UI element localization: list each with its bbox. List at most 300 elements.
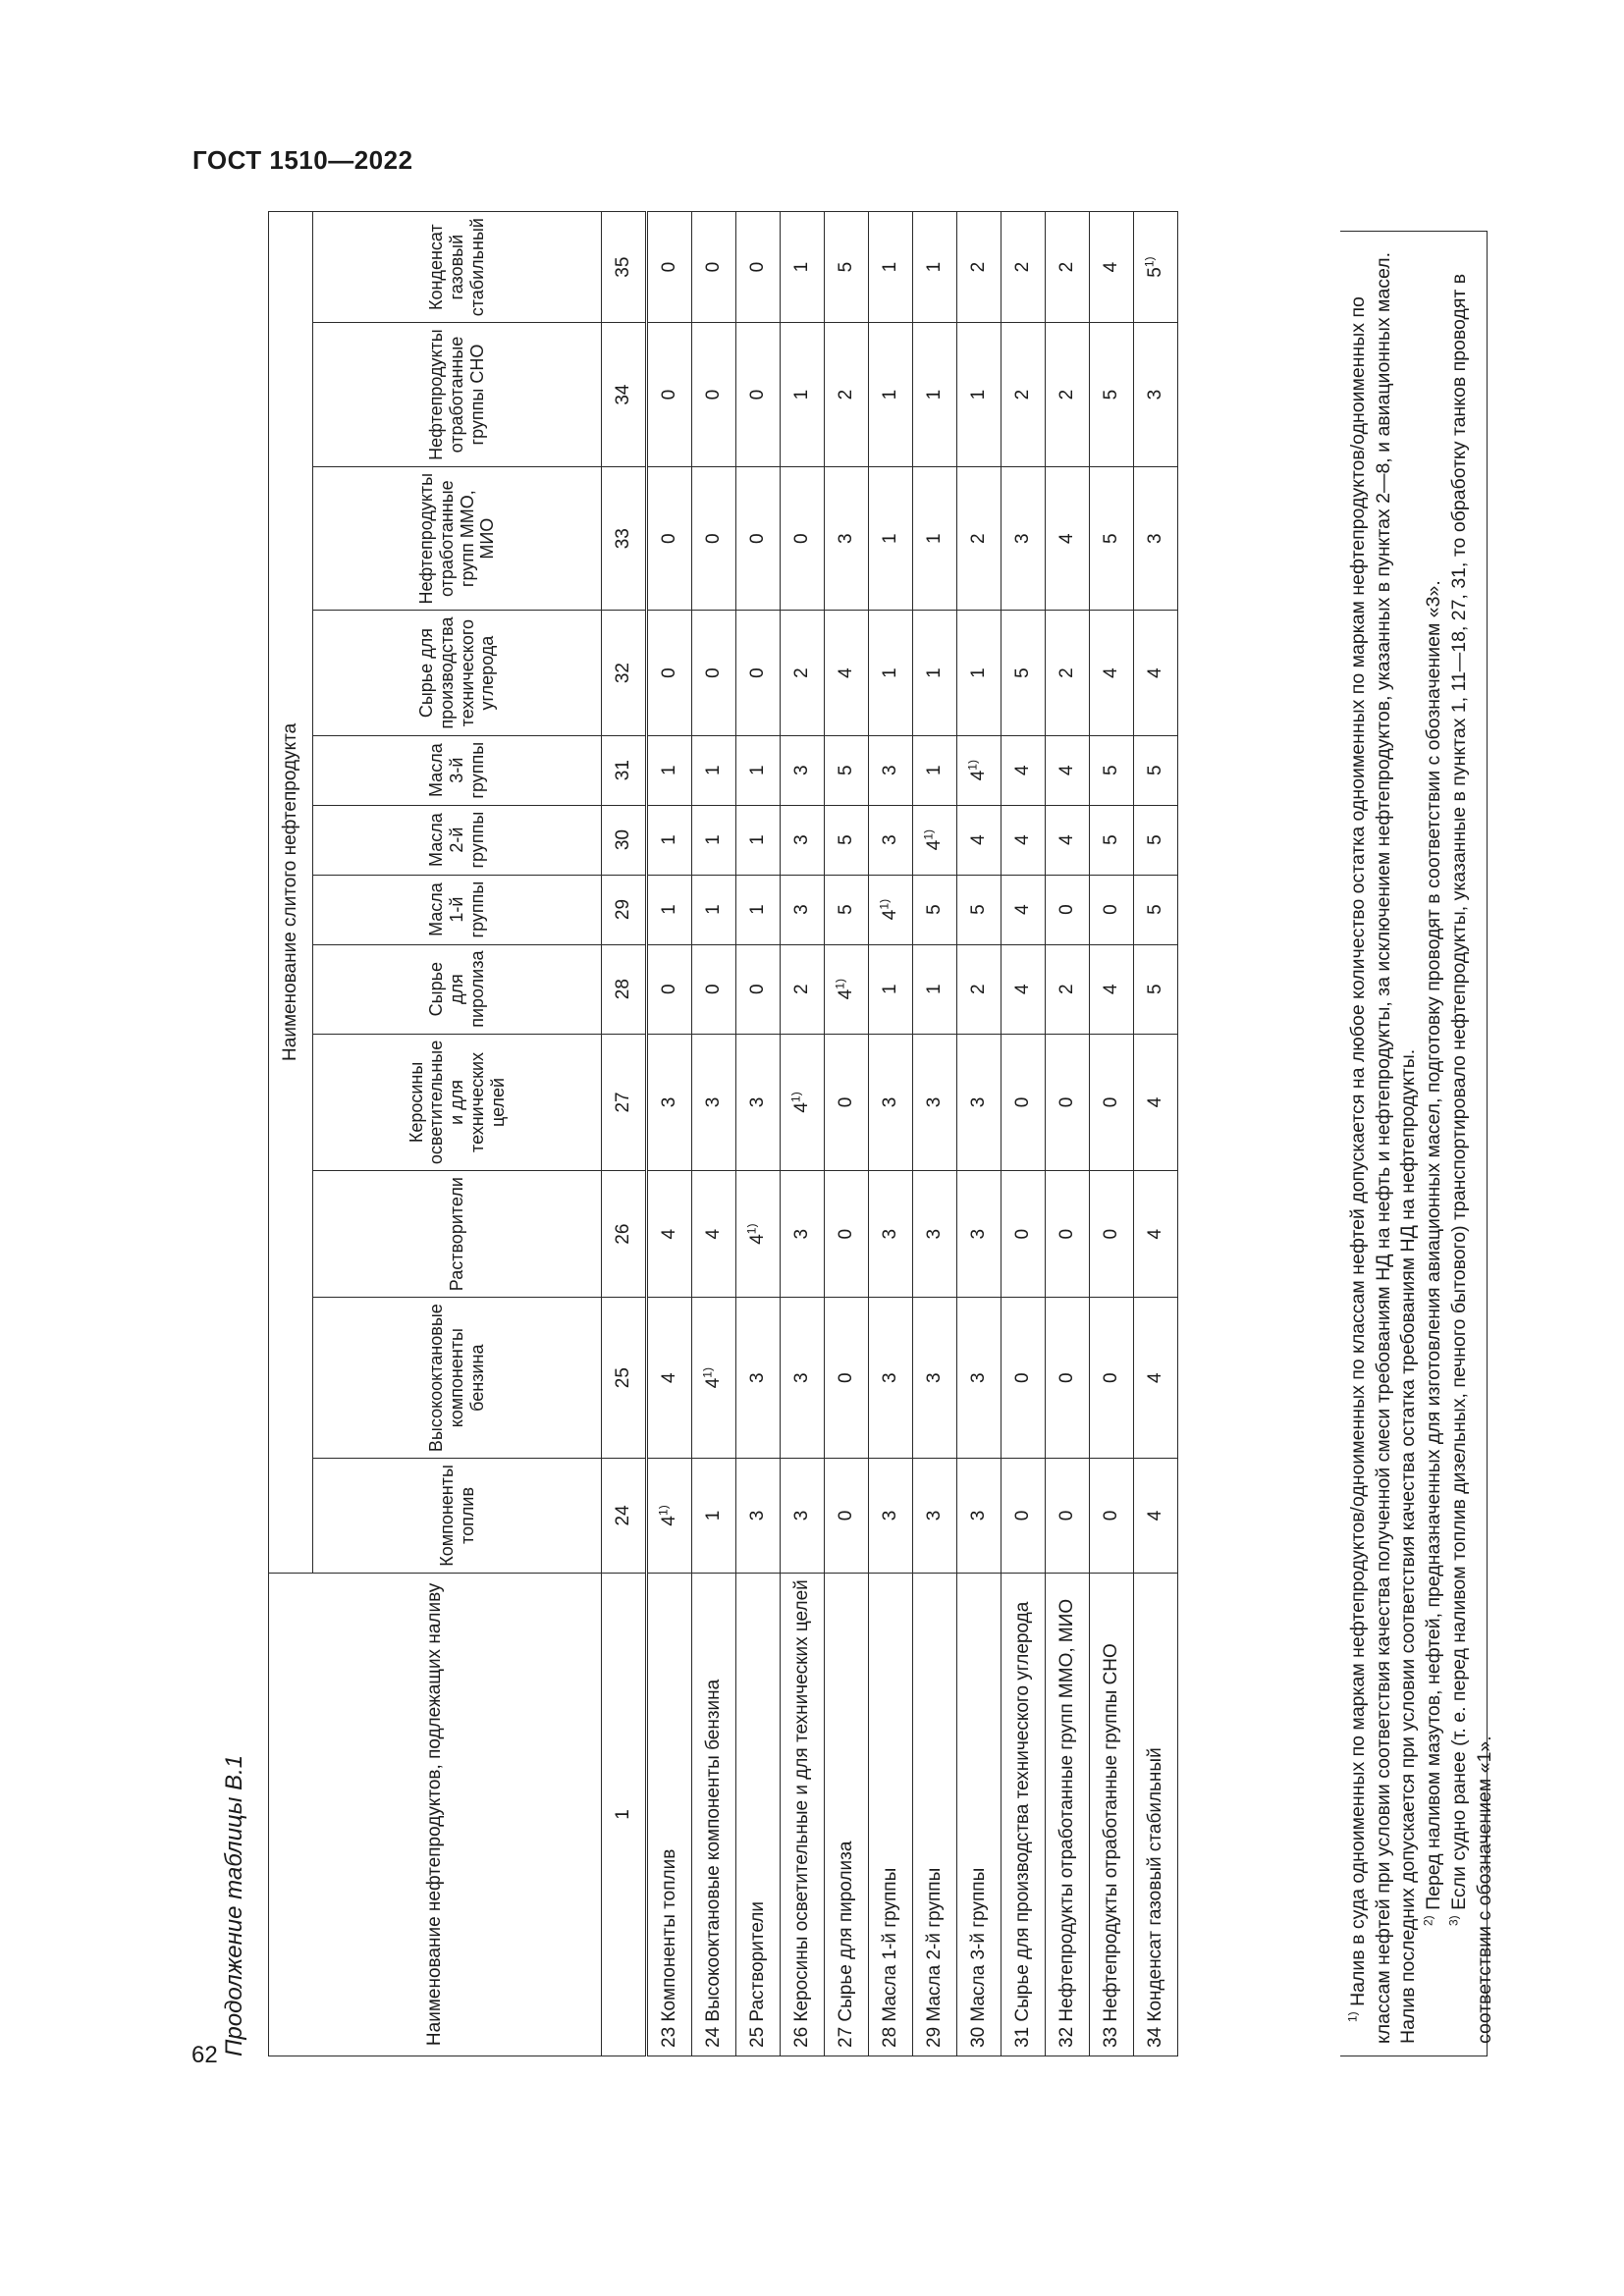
cell-number: 0: [836, 1096, 856, 1108]
cell-value: [825, 466, 869, 611]
cell-value: [825, 1171, 869, 1298]
footnote-ref: 1): [1142, 256, 1157, 268]
column-header: Масла 1-й группы: [313, 875, 602, 944]
cell-value: [1046, 805, 1090, 875]
cell-number: 4: [968, 770, 989, 781]
cell-value: [1134, 323, 1178, 467]
page-number: 62: [191, 2042, 218, 2068]
column-header: Компоненты топлив: [313, 1459, 602, 1574]
cell-value: [1046, 212, 1090, 323]
cell-value: [781, 212, 825, 323]
cell-value: [1134, 466, 1178, 611]
cell-number: 2: [791, 667, 812, 678]
cell-number: 4: [703, 1228, 724, 1240]
row-name: 29 Масла 2-й группы: [913, 1573, 957, 2056]
cell-number: 0: [747, 667, 768, 678]
column-header: Масла 2-й группы: [313, 805, 602, 875]
cell-number: 5: [1145, 984, 1165, 994]
cell-value: [1090, 944, 1134, 1034]
cell-number: 0: [747, 389, 768, 400]
cell-number: 1: [880, 389, 900, 400]
column-number: 27: [602, 1034, 647, 1170]
cell-value: [957, 1034, 1001, 1170]
cell-value: [736, 1459, 781, 1574]
cell-number: 2: [968, 984, 989, 994]
cell-number: 3: [880, 1372, 900, 1383]
cell-value: [957, 875, 1001, 944]
cell-value: [825, 944, 869, 1034]
cell-number: 0: [836, 1510, 856, 1522]
cell-number: 0: [1056, 1510, 1077, 1522]
cell-value: [647, 735, 692, 805]
cell-number: 0: [1056, 904, 1077, 915]
cell-value: [1090, 735, 1134, 805]
table-continued-label: Продолжение таблицы В.1: [221, 1754, 247, 2056]
cell-number: 1: [968, 389, 989, 400]
cell-number: 1: [703, 765, 724, 775]
cell-number: 0: [747, 533, 768, 544]
cell-number: 0: [747, 984, 768, 994]
cell-value: [736, 1034, 781, 1170]
cell-value: [1046, 323, 1090, 467]
cell-value: [825, 323, 869, 467]
cell-number: 4: [1012, 765, 1033, 775]
cell-number: 5: [924, 904, 945, 915]
cell-value: [736, 466, 781, 611]
cell-value: [692, 1171, 736, 1298]
cell-number: 0: [703, 389, 724, 400]
cell-value: [1090, 466, 1134, 611]
table-row: [1134, 212, 1178, 2056]
cell-value: [781, 323, 825, 467]
cell-value: [647, 1459, 692, 1574]
cell-number: 0: [1056, 1372, 1077, 1383]
cell-number: 4: [924, 839, 945, 851]
cell-value: [913, 1459, 957, 1574]
cell-number: 4: [1145, 1228, 1165, 1240]
cell-number: 4: [880, 909, 900, 921]
table-row: [692, 212, 736, 2056]
cell-number: 2: [1012, 389, 1033, 400]
table-row: [1001, 212, 1046, 2056]
cell-number: 4: [1056, 765, 1077, 775]
cell-value: [869, 323, 913, 467]
cell-number: 0: [836, 1228, 856, 1240]
cell-value: [869, 466, 913, 611]
cell-value: [1001, 1298, 1046, 1459]
cell-value: [692, 805, 736, 875]
cell-number: 1: [924, 765, 945, 775]
footnote-2-mark: 2): [1421, 1915, 1435, 1926]
cell-value: [692, 466, 736, 611]
cell-number: 4: [791, 1101, 812, 1113]
cell-value: [825, 875, 869, 944]
cell-number: 5: [1145, 904, 1165, 915]
cell-number: 4: [1012, 834, 1033, 845]
cell-number: 1: [880, 667, 900, 678]
column-header: Сырье для пиролиза: [313, 944, 602, 1034]
footnote-1: [1346, 243, 1422, 2044]
cell-value: [957, 1171, 1001, 1298]
cell-value: [1001, 1034, 1046, 1170]
cell-value: [692, 212, 736, 323]
cell-number: 1: [880, 261, 900, 273]
cell-value: [1046, 611, 1090, 735]
table-row: [957, 212, 1001, 2056]
cell-number: 1: [924, 533, 945, 544]
cell-number: 1: [703, 904, 724, 915]
document-title: ГОСТ 1510—2022: [192, 145, 413, 175]
cell-number: 4: [1012, 984, 1033, 994]
cell-number: 0: [703, 533, 724, 544]
group-header-cell: Наименование слитого нефтепродукта: [269, 212, 313, 1574]
cell-value: [1090, 1171, 1134, 1298]
cell-value: [1046, 735, 1090, 805]
cell-number: 1: [703, 1510, 724, 1522]
table-row: [913, 212, 957, 2056]
cell-value: [781, 1459, 825, 1574]
cell-number: 1: [968, 667, 989, 678]
cell-value: [1090, 611, 1134, 735]
cell-number: 3: [791, 765, 812, 775]
cell-value: [736, 1298, 781, 1459]
cell-number: 5: [1012, 667, 1033, 678]
cell-number: 5: [1101, 765, 1121, 775]
cell-number: 1: [747, 834, 768, 845]
column-number: 32: [602, 611, 647, 735]
column-header: Высокооктановые компоненты бензина: [313, 1298, 602, 1459]
cell-number: 1: [791, 389, 812, 400]
row-name: 34 Конденсат газовый стабильный: [1134, 1573, 1178, 2056]
table-row: [825, 212, 869, 2056]
cell-number: 5: [1101, 533, 1121, 544]
cell-value: [647, 611, 692, 735]
cell-number: 3: [880, 1510, 900, 1522]
cell-number: 4: [659, 1372, 679, 1383]
cell-number: 0: [836, 1372, 856, 1383]
cell-value: [869, 944, 913, 1034]
cell-value: [736, 323, 781, 467]
cell-number: 2: [1012, 261, 1033, 273]
cell-value: [736, 735, 781, 805]
cell-number: 0: [1012, 1096, 1033, 1108]
cell-value: [825, 1459, 869, 1574]
row-name: 24 Высокооктановые компоненты бензина: [692, 1573, 736, 2056]
cell-number: 3: [968, 1510, 989, 1522]
cell-value: [913, 611, 957, 735]
cell-number: 4: [1056, 533, 1077, 544]
cell-number: 4: [1101, 984, 1121, 994]
column-header: Сырье для производства технического углерода: [313, 611, 602, 735]
cell-number: 5: [1145, 267, 1165, 278]
cell-value: [736, 944, 781, 1034]
cell-value: [957, 323, 1001, 467]
footnote-ref: 1): [744, 1223, 759, 1235]
cell-value: [1090, 1298, 1134, 1459]
cell-number: 4: [1145, 1510, 1165, 1522]
cell-value: [869, 1298, 913, 1459]
cell-number: 2: [1056, 667, 1077, 678]
column-header: Конденсат газовый стабильный: [313, 212, 602, 323]
row-header-cell: Наименование нефтепродуктов, подлежащих наливу: [269, 1573, 602, 2056]
cell-number: 4: [1145, 667, 1165, 678]
row-name: 31 Сырье для производства технического углерода: [1001, 1573, 1046, 2056]
cell-number: 2: [1056, 984, 1077, 994]
cell-value: [1046, 1171, 1090, 1298]
cell-value: [1001, 466, 1046, 611]
cell-value: [781, 805, 825, 875]
cell-value: [913, 805, 957, 875]
footnote-ref: 1): [788, 1092, 803, 1102]
cell-number: 3: [703, 1096, 724, 1108]
cell-number: 1: [880, 984, 900, 994]
row-name: 25 Растворители: [736, 1573, 781, 2056]
cell-value: [692, 735, 736, 805]
cell-value: [647, 805, 692, 875]
cell-value: [869, 611, 913, 735]
cell-value: [736, 1171, 781, 1298]
cell-number: 3: [880, 765, 900, 775]
cell-value: [869, 875, 913, 944]
cell-number: 1: [924, 984, 945, 994]
cell-number: 3: [924, 1096, 945, 1108]
row-name: 23 Компоненты топлив: [647, 1573, 692, 2056]
cell-value: [957, 944, 1001, 1034]
footnote-3-text: Если судно ранее (т. е. перед наливом топлив дизельных, печного бытового) транспортировало нефтепродукты, указанные в пунктах 1, 11—18, 27, 31, то обработку танков проводят в соответствии с обозначением «1».: [1447, 273, 1495, 2044]
cell-number: 5: [1101, 834, 1121, 845]
cell-value: [957, 212, 1001, 323]
cell-value: [781, 1298, 825, 1459]
cell-number: 4: [1101, 261, 1121, 273]
cell-value: [825, 212, 869, 323]
cell-number: 3: [791, 834, 812, 845]
cell-value: [1090, 1459, 1134, 1574]
cell-number: 4: [836, 667, 856, 678]
cell-number: 3: [1012, 533, 1033, 544]
cell-number: 5: [968, 904, 989, 915]
cell-value: [736, 611, 781, 735]
cell-number: 2: [968, 261, 989, 273]
column-number: 35: [602, 212, 647, 323]
cell-number: 4: [747, 1234, 768, 1245]
cell-value: [1090, 805, 1134, 875]
cell-value: [647, 944, 692, 1034]
column-number: 29: [602, 875, 647, 944]
cell-value: [1001, 212, 1046, 323]
cell-value: [647, 212, 692, 323]
cell-number: 2: [791, 984, 812, 994]
cell-value: [1134, 1171, 1178, 1298]
cell-number: 0: [791, 533, 812, 544]
cell-number: 3: [791, 1372, 812, 1383]
cell-value: [1090, 1034, 1134, 1170]
cell-value: [781, 1171, 825, 1298]
cell-value: [781, 1034, 825, 1170]
cell-number: 0: [703, 261, 724, 273]
cell-number: 3: [924, 1228, 945, 1240]
cell-number: 5: [836, 765, 856, 775]
column-header: Масла 3-й группы: [313, 735, 602, 805]
cell-number: 5: [1145, 765, 1165, 775]
cell-number: 4: [703, 1377, 724, 1389]
cell-value: [913, 1298, 957, 1459]
footnote-ref: 1): [877, 898, 892, 910]
cell-number: 3: [836, 533, 856, 544]
cell-value: [1001, 805, 1046, 875]
cell-number: 3: [791, 904, 812, 915]
cell-value: [647, 323, 692, 467]
cell-value: [647, 466, 692, 611]
cell-number: 1: [747, 765, 768, 775]
cell-value: [957, 1459, 1001, 1574]
cell-number: 3: [924, 1372, 945, 1383]
column-header: Керосины осветительные и для технических целей: [313, 1034, 602, 1170]
cell-value: [1001, 1171, 1046, 1298]
cell-number: 5: [1145, 834, 1165, 845]
cell-value: [1134, 735, 1178, 805]
cell-number: 5: [836, 834, 856, 845]
cell-value: [781, 944, 825, 1034]
cell-number: 3: [1145, 533, 1165, 544]
column-header: Нефтепродукты отработанные групп ММО, МИО: [313, 466, 602, 611]
cell-value: [1134, 875, 1178, 944]
cell-number: 3: [968, 1228, 989, 1240]
row-name: 28 Масла 1-й группы: [869, 1573, 913, 2056]
cell-value: [781, 611, 825, 735]
table-row: [647, 212, 692, 2056]
cell-value: [957, 611, 1001, 735]
cell-number: 3: [747, 1096, 768, 1108]
column-header: Нефтепродукты отработанные группы СНО: [313, 323, 602, 467]
cell-value: [913, 1171, 957, 1298]
cell-value: [1046, 1034, 1090, 1170]
cell-number: 3: [968, 1372, 989, 1383]
cell-value: [913, 323, 957, 467]
cell-value: [869, 1459, 913, 1574]
cell-number: 3: [791, 1228, 812, 1240]
cell-value: [825, 805, 869, 875]
table-row: [781, 212, 825, 2056]
cell-value: [957, 1298, 1001, 1459]
cell-number: 1: [924, 667, 945, 678]
row-name: 32 Нефтепродукты отработанные групп ММО, МИО: [1046, 1573, 1090, 2056]
cell-number: 0: [659, 533, 679, 544]
cell-value: [869, 735, 913, 805]
cell-value: [1046, 466, 1090, 611]
footnote-3: [1447, 243, 1497, 2044]
cell-value: [647, 875, 692, 944]
row-name: 30 Масла 3-й группы: [957, 1573, 1001, 2056]
cell-value: [957, 805, 1001, 875]
cell-value: [692, 944, 736, 1034]
cell-number: 3: [880, 1096, 900, 1108]
cell-value: [1134, 1298, 1178, 1459]
cell-number: 0: [703, 984, 724, 994]
cell-value: [957, 735, 1001, 805]
cell-value: [736, 212, 781, 323]
cell-value: [869, 805, 913, 875]
cell-value: [1090, 875, 1134, 944]
column-number: 34: [602, 323, 647, 467]
column-number: 28: [602, 944, 647, 1034]
cell-value: [1090, 212, 1134, 323]
column-number: 31: [602, 735, 647, 805]
cell-value: [1046, 1459, 1090, 1574]
cell-value: [869, 1171, 913, 1298]
row-name: 26 Керосины осветительные и для технических целей: [781, 1573, 825, 2056]
cell-value: [692, 875, 736, 944]
cell-number: 0: [1101, 1510, 1121, 1522]
cell-number: 0: [747, 261, 768, 273]
cell-value: [1090, 323, 1134, 467]
cell-value: [781, 466, 825, 611]
cell-value: [1046, 1298, 1090, 1459]
cell-number: 0: [1012, 1510, 1033, 1522]
cell-value: [825, 1298, 869, 1459]
footnote-ref: 1): [833, 979, 847, 989]
cell-number: 4: [659, 1228, 679, 1240]
cell-value: [869, 1034, 913, 1170]
cell-value: [825, 1034, 869, 1170]
cell-number: 1: [659, 904, 679, 915]
cell-number: 4: [1145, 1372, 1165, 1383]
table-row: [1090, 212, 1134, 2056]
cell-number: 3: [1145, 389, 1165, 400]
cell-value: [1046, 944, 1090, 1034]
cell-value: [692, 1298, 736, 1459]
footnote-2-text: Перед наливом мазутов, нефтей, предназначенных для изготовления авиационных масел, подготовку проводят в соответствии с обозначением «3».: [1423, 580, 1445, 1910]
cell-number: 4: [1101, 667, 1121, 678]
column-header: Растворители: [313, 1171, 602, 1298]
cell-value: [913, 212, 957, 323]
cell-value: [1134, 805, 1178, 875]
cell-value: [825, 735, 869, 805]
table-row: [869, 212, 913, 2056]
footnote-ref: 1): [656, 1505, 671, 1516]
cell-number: 4: [659, 1515, 679, 1526]
cell-number: 4: [1012, 904, 1033, 915]
cell-number: 1: [659, 834, 679, 845]
cell-number: 2: [836, 389, 856, 400]
cell-value: [736, 805, 781, 875]
cell-value: [781, 735, 825, 805]
cell-number: 3: [968, 1096, 989, 1108]
cell-value: [913, 1034, 957, 1170]
cell-value: [1134, 944, 1178, 1034]
column-number: 24: [602, 1459, 647, 1574]
cell-value: [869, 212, 913, 323]
cell-number: 1: [747, 904, 768, 915]
cell-number: 5: [836, 904, 856, 915]
cell-number: 5: [836, 261, 856, 273]
cell-number: 0: [659, 261, 679, 273]
footnote-ref: 1): [965, 760, 980, 771]
cell-number: 4: [968, 834, 989, 845]
cell-value: [825, 611, 869, 735]
cell-number: 1: [791, 261, 812, 273]
cell-value: [692, 1459, 736, 1574]
table-row: [1046, 212, 1090, 2056]
cell-number: 2: [1056, 389, 1077, 400]
cell-value: [1134, 1034, 1178, 1170]
cell-value: [1001, 944, 1046, 1034]
cell-number: 0: [1101, 1228, 1121, 1240]
cell-number: 0: [1012, 1228, 1033, 1240]
table-row: [736, 212, 781, 2056]
cell-number: 0: [659, 667, 679, 678]
footnote-ref: 1): [921, 828, 936, 840]
cell-value: [913, 735, 957, 805]
